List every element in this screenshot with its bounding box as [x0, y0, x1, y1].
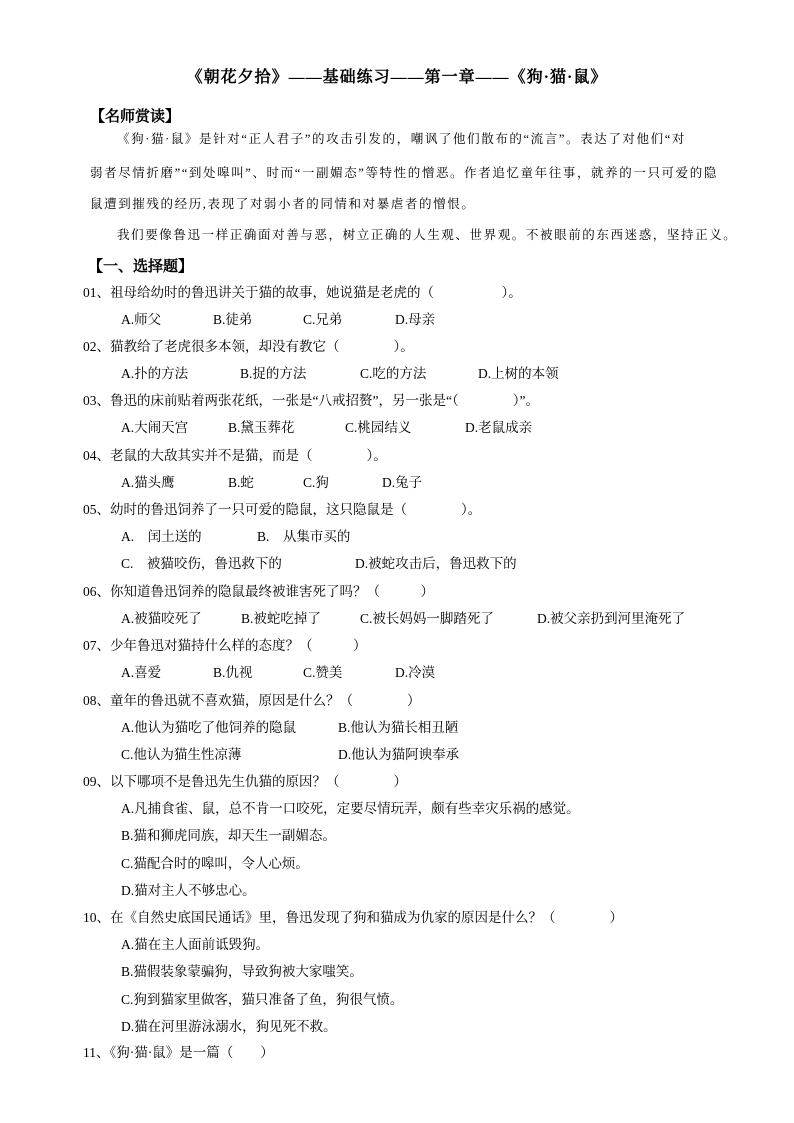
answer-option: C.狗到猫家里做客，猫只准备了鱼，狗很气愤。 — [121, 991, 404, 1007]
question-text: 02、猫教给了老虎很多本领，却没有教它（ ）。 — [83, 339, 414, 354]
answer-option: C.狗 — [303, 475, 329, 491]
question-text: 05、幼时的鲁迅饲养了一只可爱的隐鼠，这只隐鼠是（ ）。 — [83, 502, 482, 517]
answer-option: C.桃园结义 — [345, 420, 412, 436]
appreciation-heading: 【名师赏读】 — [90, 109, 181, 125]
answer-option: D.猫对主人不够忠心。 — [121, 882, 256, 898]
appreciation-line: 弱者尽情折磨”“到处嗥叫”、时而“一副媚态”等特性的憎恶。作者追忆童年往事，就养的一只可爱的隐 — [90, 166, 718, 180]
answer-option: B.他认为猫长相丑陋 — [338, 720, 459, 736]
answer-option: A.师父 — [121, 312, 162, 328]
answer-option: C.赞美 — [303, 665, 343, 681]
answer-option: B.捉的方法 — [240, 366, 307, 382]
answer-option: A.他认为猫吃了他饲养的隐鼠 — [121, 720, 297, 736]
answer-option: B.仇视 — [213, 665, 253, 681]
answer-option: D.猫在河里游泳溺水，狗见死不救。 — [121, 1018, 337, 1034]
answer-option: D.他认为猫阿谀奉承 — [338, 747, 460, 763]
answer-option: A.猫头鹰 — [121, 475, 175, 491]
question-text: 10、在《自然史底国民通话》里，鲁迅发现了狗和猫成为仇家的原因是什么？（ ） — [83, 910, 623, 925]
answer-option: D.上树的本领 — [478, 366, 559, 382]
question-text: 06、你知道鲁迅饲养的隐鼠最终被谁害死了吗？（ ） — [83, 584, 434, 599]
question-text: 08、童年的鲁迅就不喜欢猫，原因是什么？（ ） — [83, 693, 421, 708]
question-text: 04、老鼠的大敌其实并不是猫，而是（ ）。 — [83, 448, 387, 463]
question-text: 07、少年鲁迅对猫持什么样的态度？（ ） — [83, 638, 367, 653]
answer-option: D.母亲 — [395, 312, 436, 328]
appreciation-line: 《狗·猫·鼠》是针对“正人君子”的攻击引发的，嘲讽了他们散布的“流言”。表达了对他们“对 — [117, 132, 686, 146]
answer-option: D.冷漠 — [395, 665, 436, 681]
answer-option: B. 从集市买的 — [257, 529, 351, 545]
answer-option: B.被蛇吃掉了 — [241, 611, 321, 627]
answer-option: C.兄弟 — [303, 312, 343, 328]
answer-option: A.猫在主人面前诋毁狗。 — [121, 937, 270, 953]
answer-option: A. 闰土送的 — [121, 529, 202, 545]
answer-option: A.凡捕食雀、鼠，总不肯一口咬死，定要尽情玩弄，颇有些幸灾乐祸的感觉。 — [121, 801, 580, 817]
appreciation-line: 鼠遭到摧残的经历,表现了对弱小者的同情和对暴虐者的憎恨。 — [90, 197, 476, 211]
answer-option: D.被父亲扔到河里淹死了 — [537, 611, 686, 627]
answer-option: A.被猫咬死了 — [121, 611, 202, 627]
question-text: 03、鲁迅的床前贴着两张花纸，一张是“八戒招赘”，另一张是“（ ）”。 — [83, 393, 539, 408]
question-text: 11、《狗·猫·鼠》是一篇（ ） — [83, 1045, 274, 1060]
answer-option: A.大闹天宫 — [121, 420, 189, 436]
question-text: 09、以下哪项不是鲁迅先生仇猫的原因？（ ） — [83, 774, 407, 789]
answer-option: C. 被猫咬伤，鲁迅救下的 — [121, 556, 282, 572]
document-title: 《朝花夕拾》——基础练习——第一章——《狗·猫·鼠》 — [186, 69, 608, 86]
answer-option: C.猫配合时的嗥叫，令人心烦。 — [121, 855, 309, 871]
answer-option: A.喜爱 — [121, 665, 162, 681]
answer-option: C.他认为猫生性凉薄 — [121, 747, 242, 763]
answer-option: B.蛇 — [228, 475, 254, 491]
answer-option: C.被长妈妈一脚踏死了 — [360, 611, 494, 627]
answer-option: D.被蛇攻击后，鲁迅救下的 — [355, 556, 517, 572]
answer-option: D.兔子 — [382, 475, 423, 491]
section-heading-choice: 【一、选择题】 — [88, 259, 194, 275]
answer-option: B.猫假装象蒙骗狗，导致狗被大家嗤笑。 — [121, 964, 363, 980]
answer-option: C.吃的方法 — [360, 366, 427, 382]
answer-option: D.老鼠成亲 — [465, 420, 533, 436]
question-text: 01、祖母给幼时的鲁迅讲关于猫的故事，她说猫是老虎的（ ）。 — [83, 285, 522, 300]
answer-option: B.猫和狮虎同族，却天生一副媚态。 — [121, 828, 336, 844]
answer-option: B.黛玉葬花 — [228, 420, 295, 436]
answer-option: B.徒弟 — [213, 312, 253, 328]
appreciation-line: 我们要像鲁迅一样正确面对善与恶，树立正确的人生观、世界观。不被眼前的东西迷惑，坚持正义。 — [117, 228, 738, 242]
answer-option: A.扑的方法 — [121, 366, 189, 382]
